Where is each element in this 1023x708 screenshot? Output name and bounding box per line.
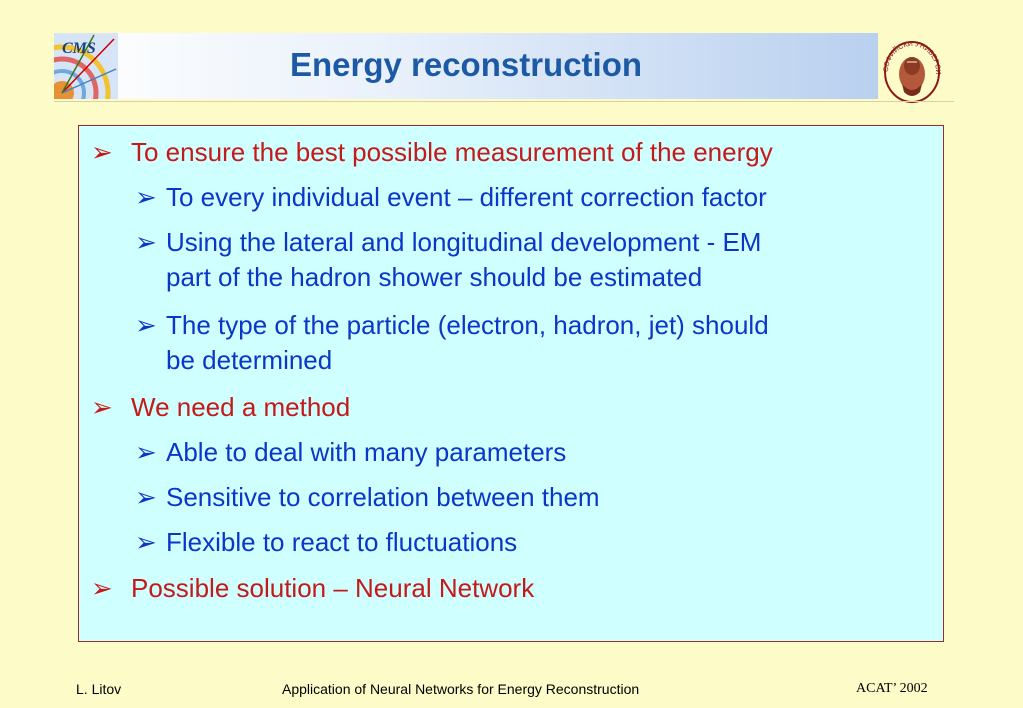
bullet-text-continued: be determined	[166, 345, 333, 375]
bullet-text: Sensitive to correlation between them	[166, 482, 600, 512]
bullet-4	[135, 308, 769, 378]
bullet-3	[135, 225, 761, 295]
bullet-text: Able to deal with many parameters	[166, 437, 567, 467]
title-divider	[54, 101, 954, 102]
university-seal-icon	[876, 32, 948, 108]
arrowhead-bullet-icon: ➢	[91, 573, 113, 603]
arrowhead-bullet-icon: ➢	[135, 227, 157, 257]
svg-text:CMS: CMS	[62, 40, 96, 57]
cms-logo-icon	[54, 33, 118, 99]
bullet-7	[135, 480, 600, 515]
bullet-5	[91, 390, 350, 425]
arrowhead-bullet-icon: ➢	[91, 392, 113, 422]
bullet-text: Flexible to react to fluctuations	[166, 527, 518, 557]
bullet-text: To ensure the best possible measurement of the energy	[131, 137, 773, 167]
arrowhead-bullet-icon: ➢	[135, 437, 157, 467]
bullet-text: Possible solution – Neural Network	[131, 573, 535, 603]
bullet-2	[135, 180, 767, 215]
footer-author: L. Litov	[76, 681, 122, 697]
content-box	[78, 125, 944, 642]
arrowhead-bullet-icon: ➢	[135, 182, 157, 212]
title-bar	[54, 33, 878, 99]
bullet-1	[91, 135, 773, 170]
bullet-text-continued: part of the hadron shower should be estimated	[166, 262, 703, 292]
arrowhead-bullet-icon: ➢	[135, 527, 157, 557]
bullet-8	[135, 525, 517, 560]
bullet-text: We need a method	[131, 392, 351, 422]
bullet-9	[91, 571, 534, 606]
seal-lettering: СОФИЙСКИ УНИВЕРСИ	[882, 40, 942, 75]
arrowhead-bullet-icon: ➢	[135, 482, 157, 512]
bullet-text: Using the lateral and longitudinal development - EM	[166, 227, 762, 257]
page-title: Energy reconstruction	[289, 46, 643, 83]
footer-title: Application of Neural Networks for Energy Reconstruction	[282, 681, 640, 697]
arrowhead-bullet-icon: ➢	[135, 310, 157, 340]
footer-event: ACAT’ 2002	[856, 681, 928, 696]
arrowhead-bullet-icon: ➢	[91, 137, 113, 167]
bullet-6	[135, 435, 566, 470]
bullet-text: To every individual event – different correction factor	[166, 182, 767, 212]
bullet-text: The type of the particle (electron, hadron, jet) should	[166, 310, 769, 340]
